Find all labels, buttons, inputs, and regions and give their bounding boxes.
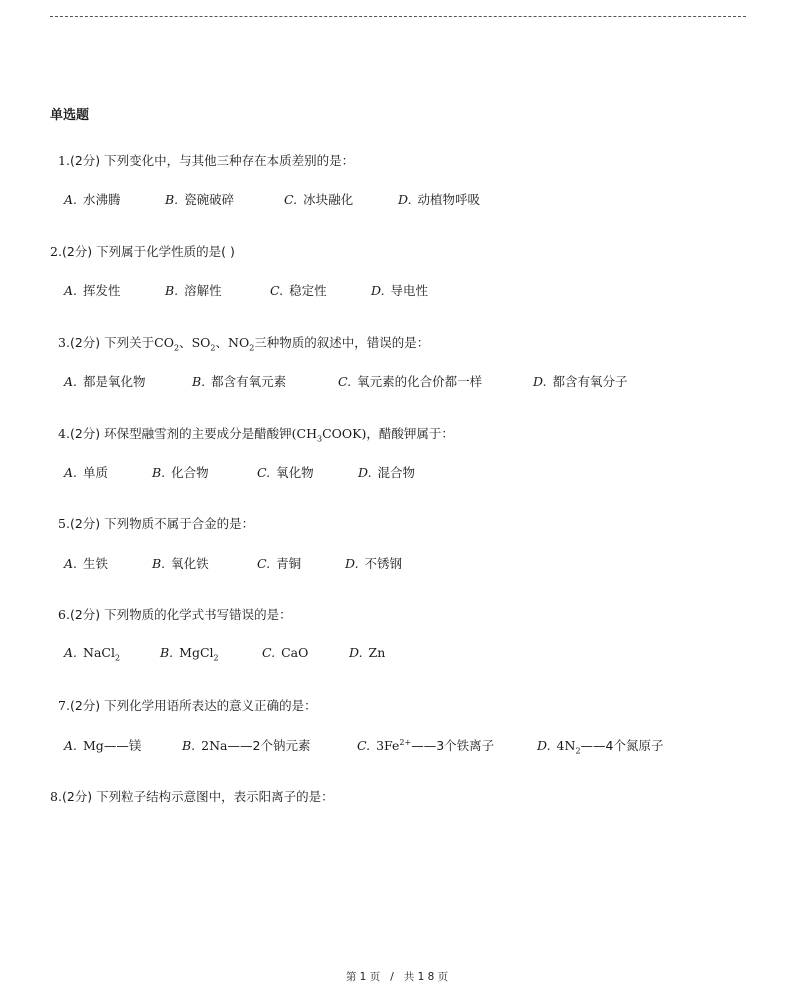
q7-option-c[interactable]: C. $3Fe^{2+}——3$个铁离子 xyxy=(357,737,495,753)
q4-option-a[interactable]: A. 单质 xyxy=(64,465,109,480)
q6-option-c[interactable]: C. CaO xyxy=(262,645,309,660)
q6-option-a[interactable]: A. NaCl$_2$ xyxy=(64,645,121,663)
q4-option-d[interactable]: D. 混合物 xyxy=(358,465,416,480)
q5-option-c[interactable]: C. 青铜 xyxy=(257,556,302,571)
q3-option-c[interactable]: C. 氧元素的化合价都一样 xyxy=(338,374,483,389)
page-footer xyxy=(0,969,794,984)
q3-option-a[interactable]: A. 都是氧化物 xyxy=(64,374,146,389)
q2-option-a[interactable]: A. 挥发性 xyxy=(64,283,121,298)
question-7-stem: 7.(2分) 下列化学用语所表达的意义正确的是： xyxy=(58,698,317,713)
q1-option-a[interactable]: A. 水沸腾 xyxy=(64,192,121,207)
q6-option-b[interactable]: B. MgCl$_2$ xyxy=(160,645,219,663)
question-1-stem: 1.(2分) 下列变化中，与其他三种存在本质差别的是： xyxy=(58,153,355,168)
page-total: 共 1 8 页 xyxy=(403,971,449,983)
page-number: 第 1 页 xyxy=(345,971,381,983)
question-5-stem: 5.(2分) 下列物质不属于合金的是： xyxy=(58,516,255,531)
q3-option-b[interactable]: B. 都含有氧元素 xyxy=(192,374,287,389)
question-6-stem: 6.(2分) 下列物质的化学式书写错误的是： xyxy=(58,607,292,622)
q3-option-d[interactable]: D. 都含有氧分子 xyxy=(533,374,628,389)
question-8-stem: 8.(2分) 下列粒子结构示意图中，表示阳离子的是： xyxy=(50,789,334,804)
page-separator: / xyxy=(390,971,394,983)
q2-option-d[interactable]: D. 导电性 xyxy=(371,283,429,298)
question-4-stem: 4.(2分) 环保型融雪剂的主要成分是醋酸钾$(CH_3COOK)$，醋酸钾属于： xyxy=(58,426,454,444)
section-title: 单选题 xyxy=(50,108,90,123)
q4-option-c[interactable]: C. 氧化物 xyxy=(257,465,314,480)
q1-option-c[interactable]: C. 冰块融化 xyxy=(284,192,354,207)
question-3-stem: 3.(2分) 下列关于$CO_2$、$SO_2$、$NO_2$三种物质的叙述中，错误的是： xyxy=(58,335,430,353)
header-dashed-divider xyxy=(50,16,746,17)
q7-option-a[interactable]: A. Mg——镁 xyxy=(64,738,142,753)
q6-option-d[interactable]: D. Zn xyxy=(349,645,386,660)
q4-option-b[interactable]: B. 化合物 xyxy=(152,465,209,480)
q1-option-d[interactable]: D. 动植物呼吸 xyxy=(398,192,481,207)
q2-option-b[interactable]: B. 溶解性 xyxy=(165,283,222,298)
q2-option-c[interactable]: C. 稳定性 xyxy=(270,283,327,298)
q7-option-b[interactable]: B. 2Na——2个钠元素 xyxy=(182,738,311,753)
question-2-stem: 2.(2分) 下列属于化学性质的是( ) xyxy=(50,244,235,259)
q5-option-d[interactable]: D. 不锈钢 xyxy=(345,556,403,571)
q1-option-b[interactable]: B. 瓷碗破碎 xyxy=(165,192,235,207)
q7-option-d[interactable]: D. $4N_2——4$个氮原子 xyxy=(537,738,664,756)
q5-option-b[interactable]: B. 氧化铁 xyxy=(152,556,209,571)
q5-option-a[interactable]: A. 生铁 xyxy=(64,556,109,571)
